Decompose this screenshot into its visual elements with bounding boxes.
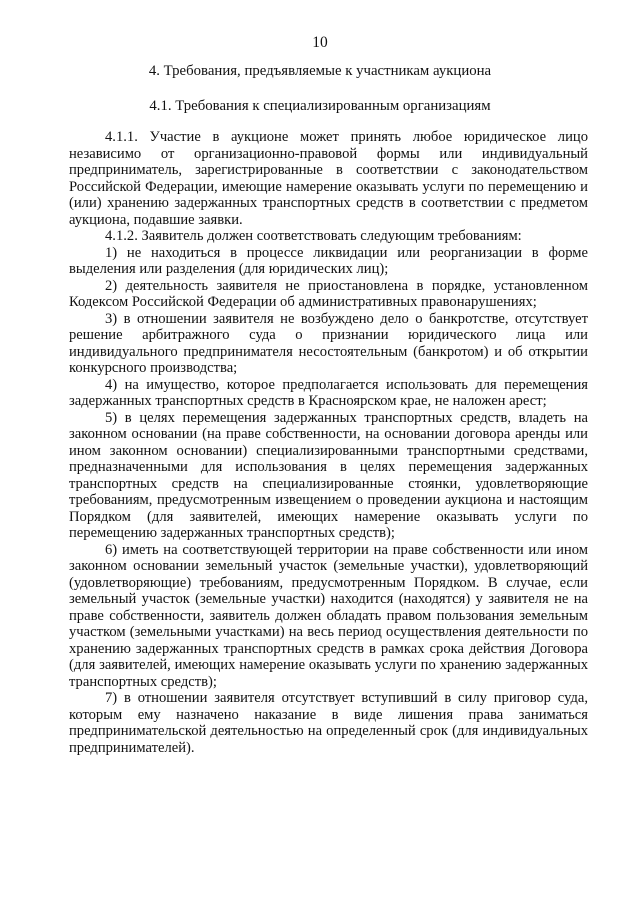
requirement-item-5: 5) в целях перемещения задержанных транспортных средств, владеть на законном основании (на праве собственности, на основании договора аренды или ином законном основании) специализированными транспортными средствами, предназначенными для использования в целях перемещения задержанных транспортных средств на специализированные стоянки, удовлетворяющие требованиям, предусмотренным извещением о проведении аукциона и настоящим Порядком (для заявителей, имеющих намерение оказывать услуги по перемещению задержанных транспортных средств); — [69, 409, 588, 541]
requirement-item-1: 1) не находиться в процессе ликвидации или реорганизации в форме выделения или разделения (для юридических лиц); — [69, 244, 588, 277]
document-body — [69, 129, 588, 756]
section-title: 4. Требования, предъявляемые к участникам аукциона — [148, 63, 492, 79]
requirement-item-4: 4) на имущество, которое предполагается использовать для перемещения задержанных транспортных средств в Красноярском крае, не наложен арест; — [69, 376, 588, 409]
paragraph-4-1-2: 4.1.2. Заявитель должен соответствовать следующим требованиям: — [105, 228, 522, 244]
requirement-item-6: 6) иметь на соответствующей территории на праве собственности или ином законном основании земельный участок (земельные участки), удовлетворяющий (удовлетворяющие) требованиям, предусмотренным Порядком. В случае, если земельный участок (земельные участки) находится (находятся) у заявителя не на праве собственности, заявитель должен обладать правом пользования земельным участком (земельными участками) на весь период осуществления деятельности по хранению задержанных транспортных средств в рамках срока действия Договора (для заявителей, имеющих намерение оказывать услуги по хранению задержанных транспортных средств); — [69, 541, 588, 690]
requirement-item-7: 7) в отношении заявителя отсутствует вступивший в силу приговор суда, которым ему назначено наказание в виде лишения права заниматься предпринимательской деятельностью на определенный срок (для индивидуальных предпринимателей). — [69, 690, 588, 756]
requirement-item-3: 3) в отношении заявителя не возбуждено дело о банкротстве, отсутствует решение арбитражного суда о признании юридического лица или индивидуального предпринимателя несостоятельным (банкротом) и об открытии конкурсного производства; — [69, 310, 588, 376]
paragraph-4-1-1: 4.1.1. Участие в аукционе может принять любое юридическое лицо независимо от организационно-правовой формы или индивидуальный предприниматель, зарегистрированные в соответствии с законодательством Российской Федерации, имеющие намерение оказывать услуги по перемещению и (или) хранению задержанных транспортных средств в соответствии с предметом аукциона, подавшие заявки. — [69, 129, 588, 228]
requirement-item-2: 2) деятельность заявителя не приостановлена в порядке, установленном Кодексом Российской Федерации об административных правонарушениях; — [69, 277, 588, 310]
subsection-title: 4.1. Требования к специализированным организациям — [149, 98, 491, 114]
page-number: 10 — [312, 34, 328, 51]
